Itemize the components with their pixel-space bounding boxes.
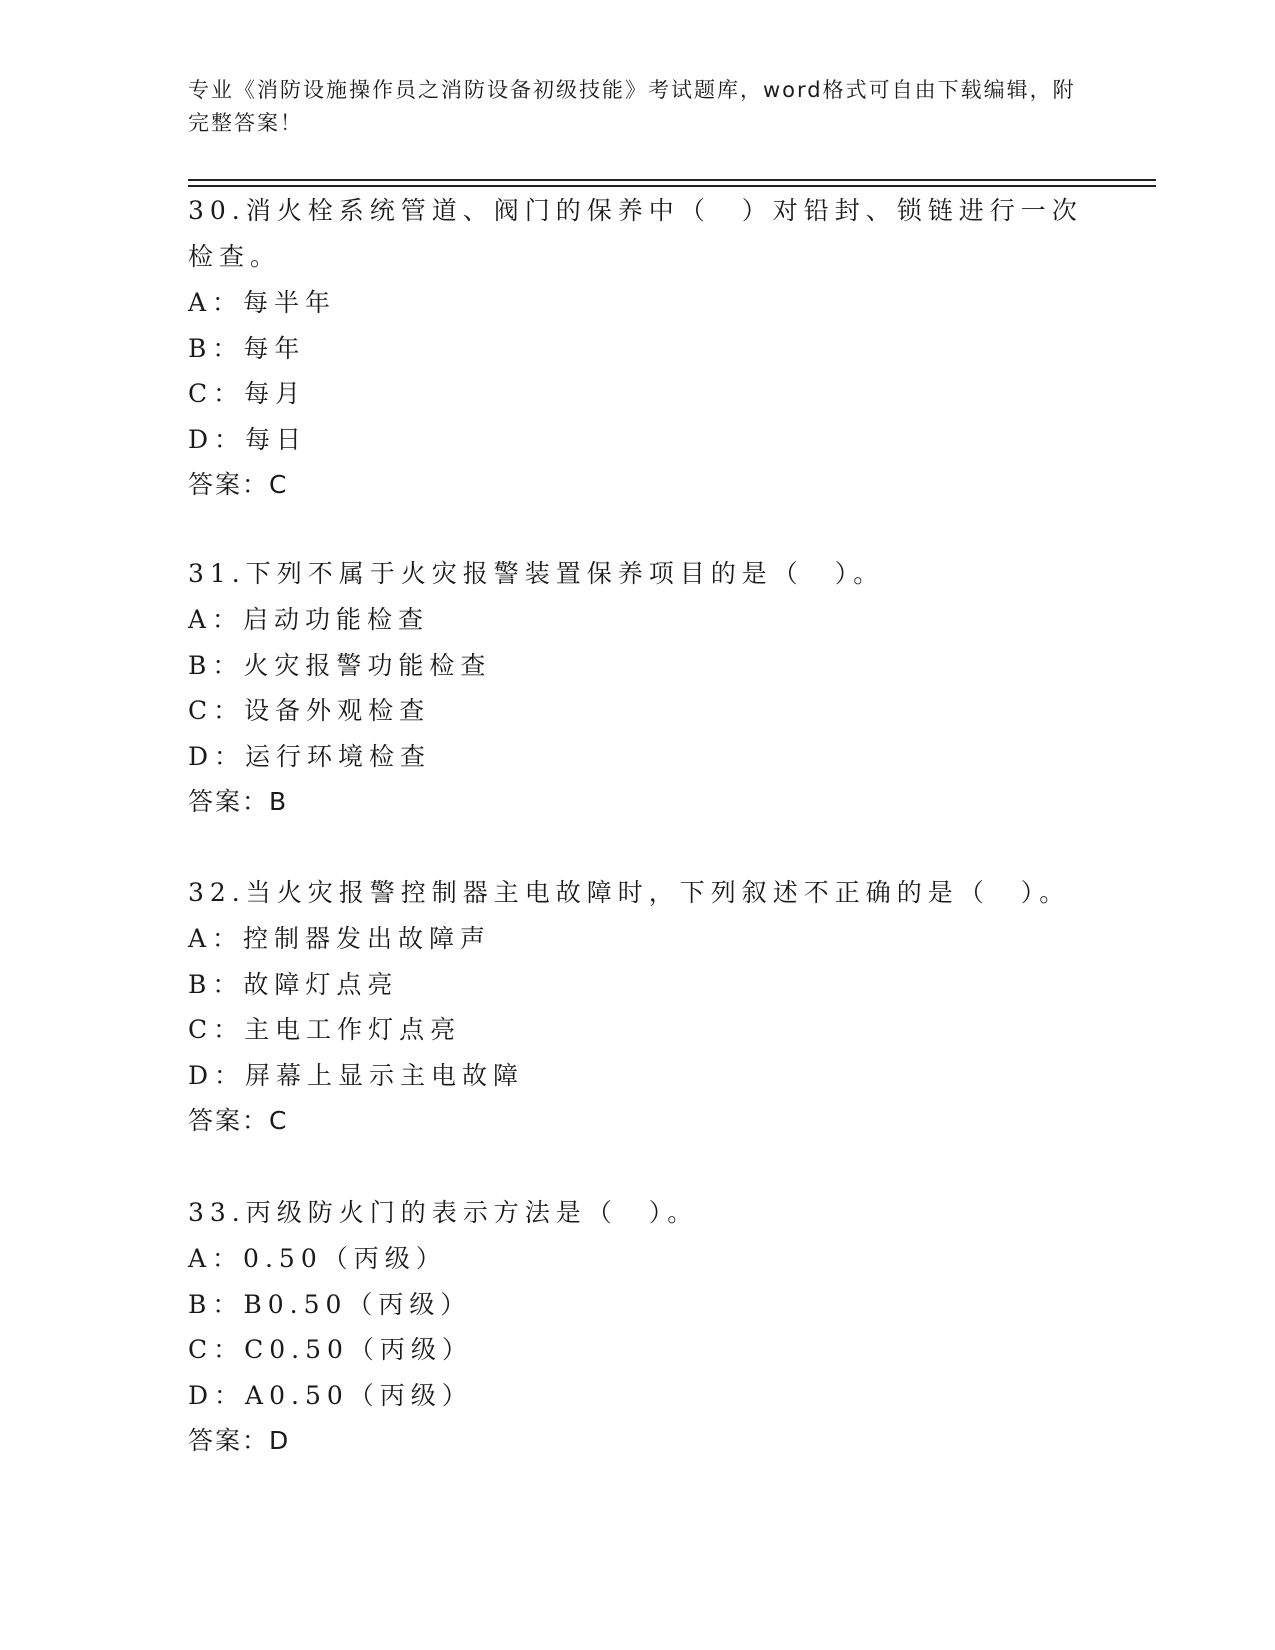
option-b: B：火灾报警功能检查 — [188, 650, 492, 680]
question-33 — [188, 1190, 1088, 1464]
option-d: D：屏幕上显示主电故障 — [188, 1060, 525, 1090]
option-b: B：每年 — [188, 333, 306, 363]
question-stem: 31.下列不属于火灾报警装置保养项目的是（ ）。 — [188, 559, 885, 588]
question-stem: 33.丙级防火门的表示方法是（ ）。 — [188, 1198, 699, 1227]
answer: 答案：B — [188, 787, 289, 816]
answer: 答案：D — [188, 1426, 291, 1455]
option-a: A：每半年 — [188, 288, 337, 317]
question-31 — [188, 551, 1088, 825]
option-b: B：故障灯点亮 — [188, 969, 399, 999]
document-intro: 专业《消防设施操作员之消防设备初级技能》考试题库，word格式可自由下载编辑，附完整答案！ — [188, 78, 1076, 135]
answer: 答案：C — [188, 470, 289, 499]
option-d: D：每日 — [188, 424, 308, 454]
option-c: C：C0.50（丙级） — [188, 1335, 473, 1364]
question-stem: 32.当火灾报警控制器主电故障时，下列叙述不正确的是（ ）。 — [188, 878, 1071, 907]
option-a: A：控制器发出故障声 — [188, 924, 492, 953]
option-c: C：主电工作灯点亮 — [188, 1015, 462, 1044]
option-c: C：设备外观检查 — [188, 696, 431, 725]
option-d: D：A0.50（丙级） — [188, 1380, 473, 1410]
question-30 — [188, 188, 1088, 508]
question-32 — [188, 870, 1088, 1144]
header-divider — [188, 179, 1156, 181]
answer: 答案：C — [188, 1106, 289, 1135]
question-stem: 30.消火栓系统管道、阀门的保养中（ ）对铅封、锁链进行一次检查。 — [188, 196, 1083, 271]
option-c: C：每月 — [188, 379, 307, 408]
header-divider — [188, 185, 1156, 187]
option-d: D：运行环境检查 — [188, 741, 432, 771]
option-a: A：启动功能检查 — [188, 605, 430, 634]
option-a: A：0.50（丙级） — [188, 1244, 447, 1273]
option-b: B：B0.50（丙级） — [188, 1289, 472, 1319]
